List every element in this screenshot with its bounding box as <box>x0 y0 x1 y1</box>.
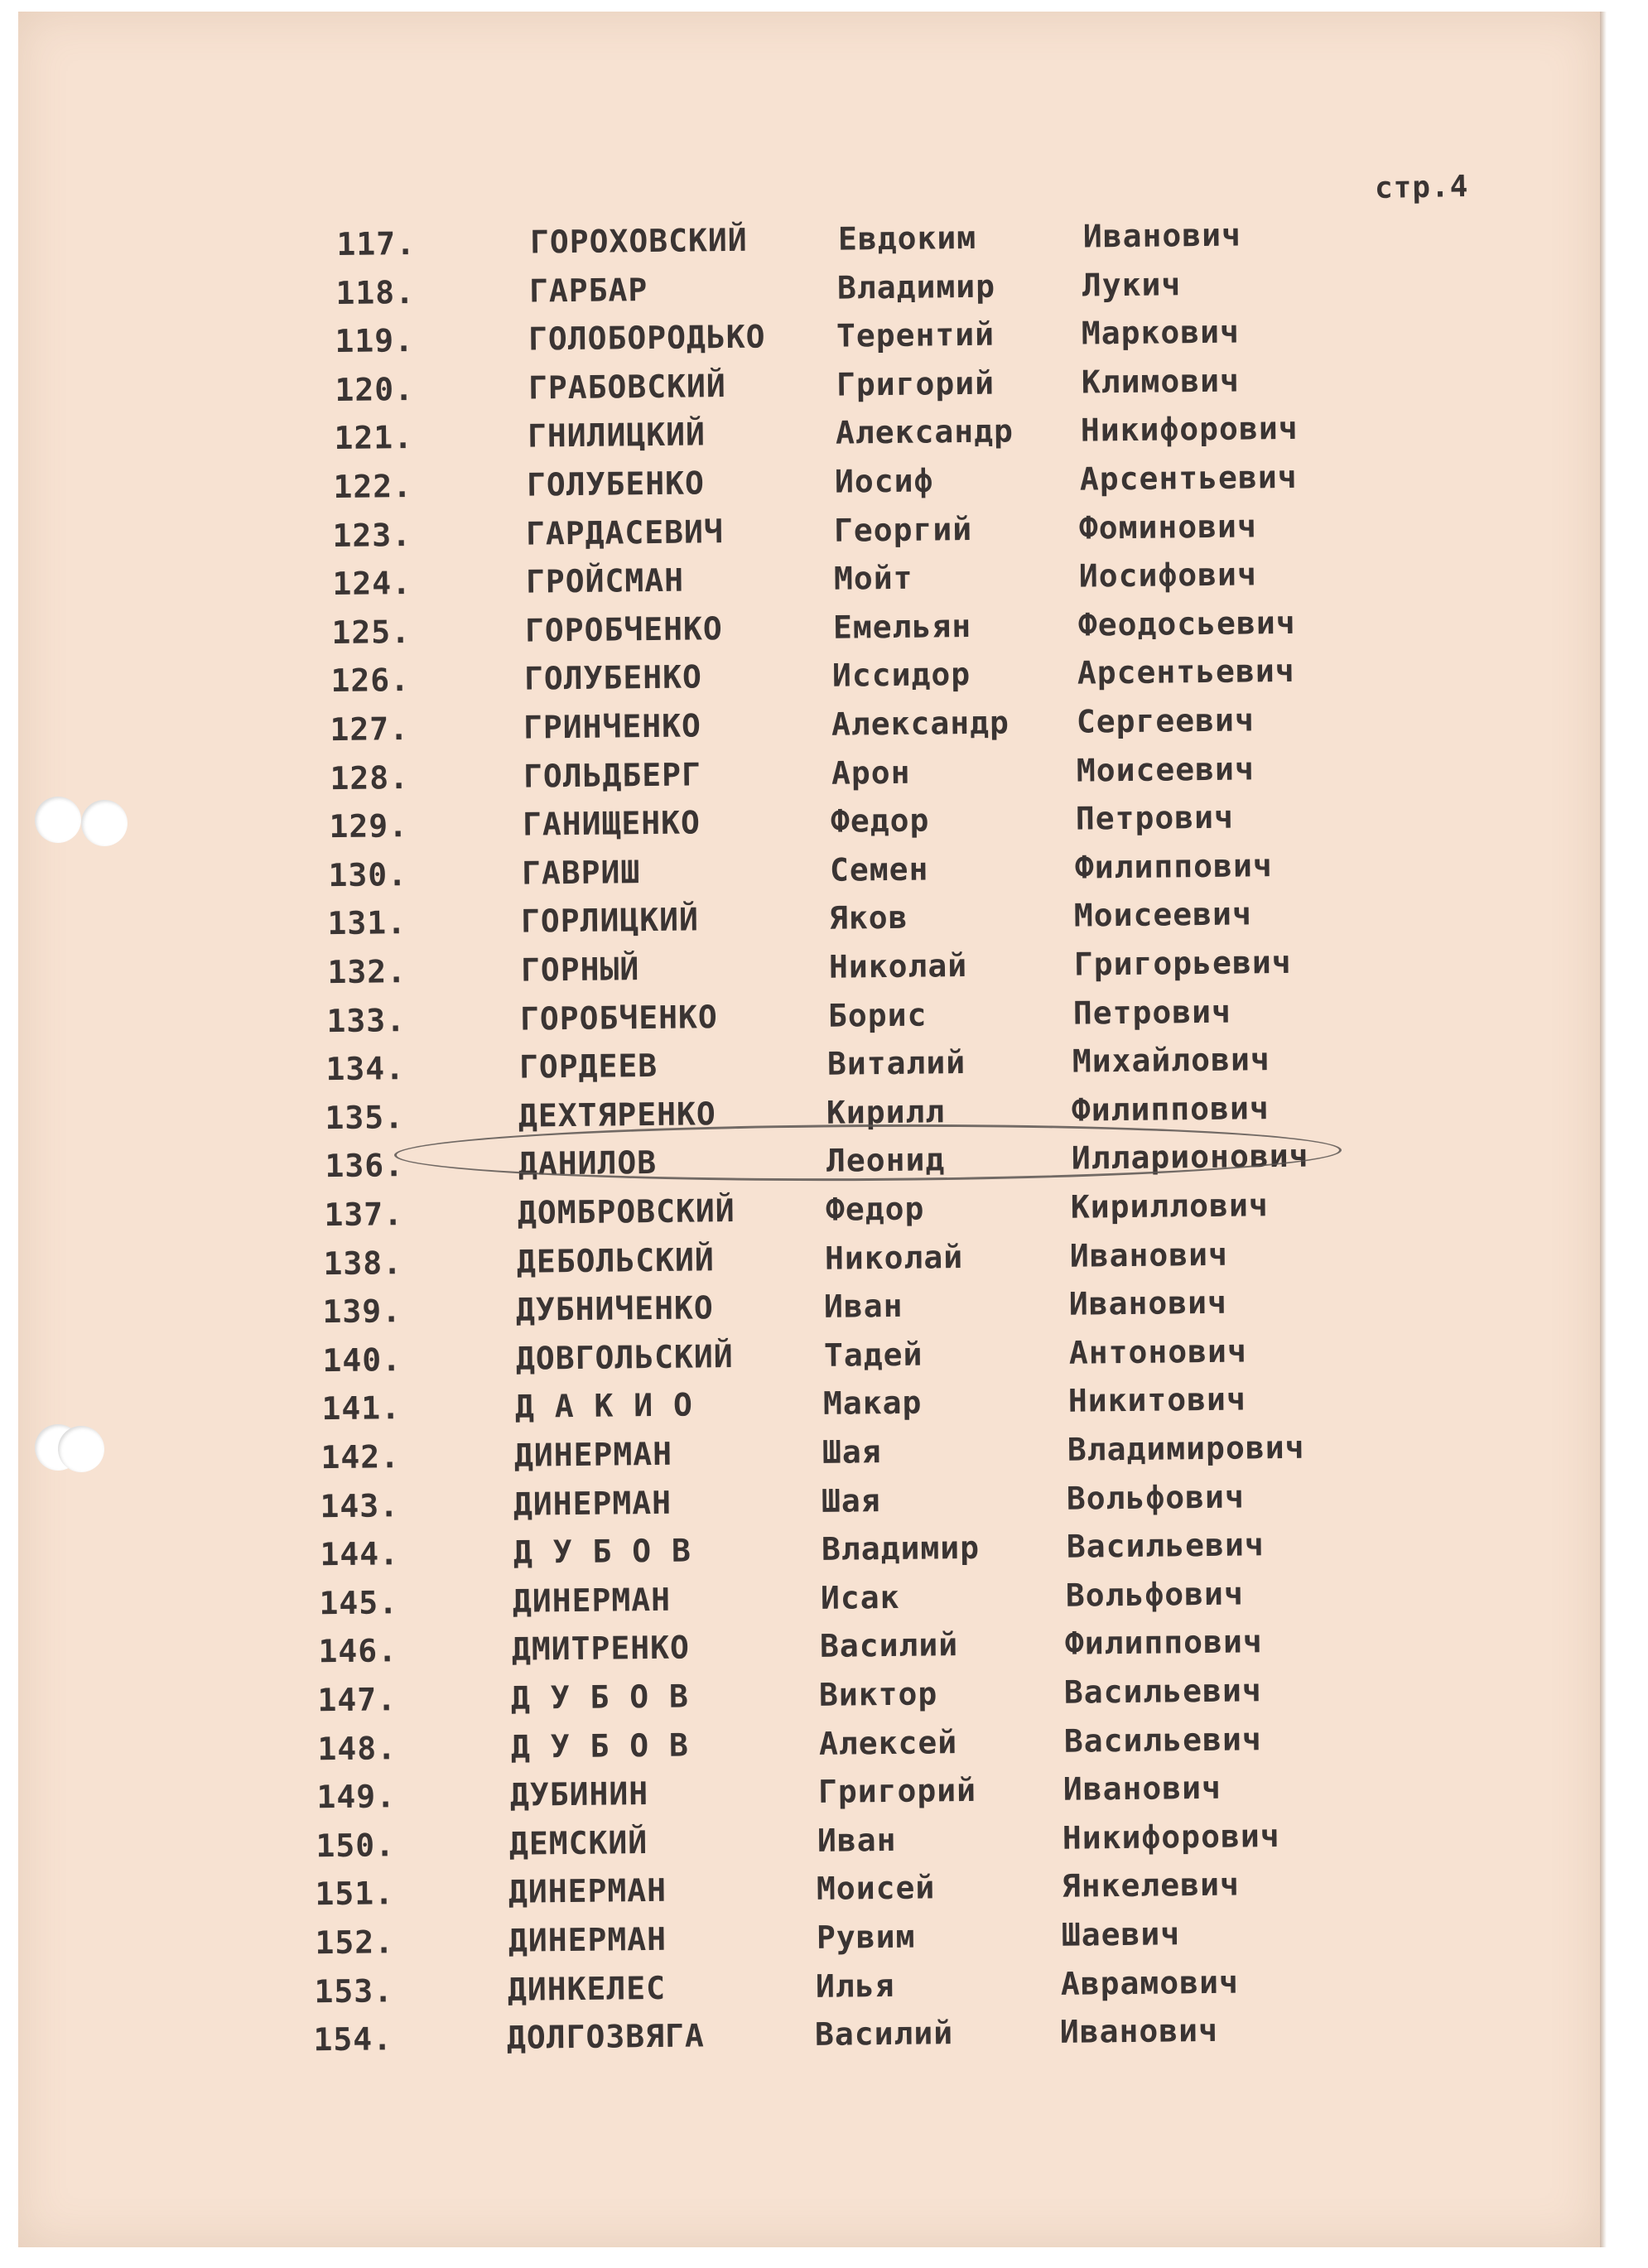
entry-patronymic: Васильевич <box>1066 1526 1265 1565</box>
entry-patronymic: Иванович <box>1068 1283 1228 1322</box>
entry-patronymic: Петрович <box>1072 993 1232 1032</box>
entry-surname: Д У Б О В <box>513 1532 692 1571</box>
entry-number: 144. <box>320 1535 400 1573</box>
entry-first-name: Николай <box>824 1238 964 1277</box>
entry-number: 126. <box>330 662 411 700</box>
entry-first-name: Федор <box>825 1190 925 1228</box>
entry-first-name: Владимир <box>836 267 996 306</box>
entry-first-name: Иосиф <box>834 462 934 500</box>
entry-first-name: Николай <box>828 947 968 985</box>
entry-number: 131. <box>327 904 407 942</box>
entry-surname: ГРИНЧЕНКО <box>523 707 702 746</box>
entry-number: 120. <box>335 370 415 408</box>
entry-patronymic: Петрович <box>1075 798 1235 837</box>
entry-first-name: Шая <box>822 1433 882 1471</box>
entry-patronymic: Моисеевич <box>1073 895 1253 935</box>
entry-patronymic: Арсентьевич <box>1079 458 1298 498</box>
entry-patronymic: Иосифович <box>1078 556 1258 595</box>
entry-first-name: Яков <box>828 899 908 937</box>
entry-patronymic: Фоминович <box>1078 507 1258 547</box>
entry-number: 153. <box>314 1972 394 2010</box>
entry-surname: ГОРОБЧЕНКО <box>519 998 718 1038</box>
entry-first-name: Семен <box>829 850 929 888</box>
entry-number: 139. <box>322 1293 402 1331</box>
entry-first-name: Григорий <box>836 364 995 403</box>
entry-number: 154. <box>313 2020 393 2059</box>
entry-number: 117. <box>336 224 417 262</box>
entry-patronymic: Моисеевич <box>1076 749 1255 789</box>
entry-number: 119. <box>335 322 415 360</box>
entry-patronymic: Янкелевич <box>1061 1866 1241 1905</box>
entry-patronymic: Вольфович <box>1066 1478 1246 1517</box>
entry-first-name: Иван <box>817 1821 897 1859</box>
entry-surname: ДЕМСКИЙ <box>508 1823 648 1862</box>
entry-first-name: Иссидор <box>831 656 971 695</box>
entry-number: 151. <box>315 1875 395 1913</box>
entry-patronymic: Михайлович <box>1072 1041 1270 1080</box>
entry-number: 135. <box>325 1098 405 1136</box>
entry-patronymic: Иванович <box>1069 1235 1229 1274</box>
entry-patronymic: Иванович <box>1063 1769 1222 1808</box>
entry-surname: ДИНЕРМАН <box>508 1872 667 1911</box>
entry-number: 124. <box>332 565 412 603</box>
entry-patronymic: Шаевич <box>1061 1915 1181 1953</box>
entry-surname: ДОВГОЛЬСКИЙ <box>515 1337 734 1377</box>
entry-surname: ДЕБОЛЬСКИЙ <box>516 1240 715 1280</box>
entry-patronymic: Иванович <box>1082 216 1242 255</box>
entry-first-name: Владимир <box>821 1529 981 1568</box>
entry-first-name: Виктор <box>818 1675 938 1713</box>
entry-number: 137. <box>324 1196 404 1234</box>
entry-first-name: Иван <box>823 1288 904 1326</box>
entry-first-name: Емельян <box>832 607 972 646</box>
entry-patronymic: Кириллович <box>1070 1187 1269 1225</box>
entry-number: 145. <box>319 1583 399 1621</box>
entry-patronymic: Никифорович <box>1062 1817 1280 1856</box>
entry-first-name: Арон <box>831 754 911 792</box>
entry-patronymic: Григорьевич <box>1073 943 1292 983</box>
entry-first-name: Василий <box>819 1626 959 1665</box>
entry-patronymic: Маркович <box>1081 313 1241 352</box>
entry-first-name: Илья <box>815 1967 895 2005</box>
entry-number: 142. <box>320 1438 401 1476</box>
entry-number: 128. <box>330 758 410 797</box>
entry-patronymic: Васильевич <box>1063 1720 1262 1760</box>
entry-patronymic: Владимирович <box>1067 1428 1305 1468</box>
entry-surname: ГОРДЕЕВ <box>518 1047 658 1086</box>
entry-first-name: Василий <box>814 2015 954 2054</box>
entry-number: 127. <box>330 710 410 749</box>
entry-patronymic: Аврамович <box>1060 1963 1240 2002</box>
entry-number: 121. <box>334 419 414 457</box>
entry-surname: ДОМБРОВСКИЙ <box>517 1192 735 1231</box>
entry-first-name: Макар <box>822 1384 923 1423</box>
entry-surname: ДИНЕРМАН <box>513 1484 672 1523</box>
entry-first-name: Терентий <box>836 315 995 354</box>
entry-first-name: Тадей <box>823 1336 923 1374</box>
entry-first-name: Александр <box>831 704 1010 743</box>
entry-number: 123. <box>332 516 412 554</box>
entry-surname: ГНИЛИЦКИЙ <box>527 416 706 455</box>
entry-first-name: Шая <box>821 1481 881 1519</box>
entry-surname: ГРАБОВСКИЙ <box>528 367 726 407</box>
entry-number: 132. <box>327 953 407 991</box>
entry-number: 129. <box>329 807 409 845</box>
entry-first-name: Алексей <box>818 1723 958 1762</box>
entry-number: 143. <box>320 1486 400 1524</box>
entry-surname: ГОРЛИЦКИЙ <box>520 901 700 941</box>
entry-number: 138. <box>323 1244 403 1282</box>
entry-first-name: Рувим <box>816 1918 916 1956</box>
entry-first-name: Исак <box>820 1578 900 1616</box>
entry-patronymic: Лукич <box>1082 265 1182 304</box>
entry-surname: ДУБИНИН <box>509 1775 649 1813</box>
page-number: стр.4 <box>1374 170 1469 205</box>
entry-number: 147. <box>317 1681 398 1719</box>
entry-first-name: Георгий <box>833 510 973 549</box>
entry-patronymic: Климович <box>1081 362 1241 401</box>
entry-surname: ГОРНЫЙ <box>520 951 640 989</box>
entry-number: 125. <box>331 613 412 651</box>
entry-patronymic: Вольфович <box>1065 1575 1245 1614</box>
entry-surname: ДМИТРЕНКО <box>511 1629 691 1668</box>
entry-patronymic: Никитович <box>1067 1380 1247 1420</box>
entry-number: 141. <box>321 1389 402 1428</box>
entry-first-name: Моисей <box>816 1869 936 1908</box>
entry-surname: ДИНКЕЛЕС <box>507 1969 667 2008</box>
entry-surname: ДИНЕРМАН <box>508 1920 667 1959</box>
entry-number: 149. <box>316 1778 397 1816</box>
entry-surname: ГОЛЬДБЕРГ <box>523 755 702 795</box>
entry-number: 140. <box>322 1341 402 1379</box>
entry-patronymic: Филиппович <box>1071 1089 1270 1129</box>
entry-patronymic: Илларионович <box>1071 1138 1309 1177</box>
entry-surname: ГОЛУБЕНКО <box>526 465 706 503</box>
entry-number: 134. <box>325 1050 406 1088</box>
entry-number: 122. <box>333 468 413 506</box>
entry-first-name: Леонид <box>826 1141 946 1180</box>
entry-patronymic: Сергеевич <box>1076 701 1255 740</box>
entry-patronymic: Арсентьевич <box>1077 652 1295 692</box>
entry-first-name: Евдоким <box>837 219 977 258</box>
entry-surname: ГОЛУБЕНКО <box>523 658 703 697</box>
entry-surname: ГОЛОБОРОДЬКО <box>528 318 766 358</box>
entry-patronymic: Филиппович <box>1074 846 1273 886</box>
entry-surname: ДИНЕРМАН <box>512 1581 672 1620</box>
entry-number: 130. <box>328 855 408 893</box>
entry-surname: ГАВРИШ <box>521 853 641 892</box>
entry-patronymic: Филиппович <box>1064 1623 1263 1663</box>
entry-patronymic: Никифорович <box>1080 410 1299 449</box>
entry-first-name: Виталий <box>826 1044 966 1082</box>
entry-number: 118. <box>335 273 416 311</box>
entry-surname: ДИНЕРМАН <box>513 1435 673 1474</box>
entry-number: 136. <box>325 1147 405 1185</box>
entry-surname: ГАРБАР <box>528 271 648 310</box>
entry-first-name: Александр <box>835 412 1014 452</box>
entry-first-name: Федор <box>830 802 930 840</box>
entry-surname: Д У Б О В <box>510 1726 690 1765</box>
entry-surname: ДУБНИЧЕНКО <box>515 1289 714 1328</box>
entry-surname: ГАРДАСЕВИЧ <box>525 513 724 552</box>
entry-first-name: Мойт <box>833 559 913 597</box>
entry-patronymic: Феодосьевич <box>1077 604 1296 643</box>
entry-first-name: Кирилл <box>826 1093 946 1131</box>
entry-surname: ГРОЙСМАН <box>525 561 685 600</box>
entry-number: 133. <box>326 1001 407 1039</box>
entry-first-name: Григорий <box>817 1772 977 1811</box>
entry-patronymic: Васильевич <box>1063 1672 1262 1711</box>
entry-patronymic: Иванович <box>1059 2012 1219 2051</box>
entry-surname: ДЕХТЯРЕНКО <box>518 1095 716 1134</box>
entry-number: 146. <box>318 1632 398 1670</box>
entry-number: 148. <box>317 1729 398 1767</box>
entry-first-name: Борис <box>827 996 928 1034</box>
entry-surname: ДАНИЛОВ <box>518 1144 658 1183</box>
entry-number: 150. <box>316 1827 396 1865</box>
entry-surname: Д А К И О <box>514 1386 694 1426</box>
entry-number: 152. <box>315 1924 395 1962</box>
entry-surname: ГОРОБЧЕНКО <box>524 609 723 649</box>
entry-surname: ГОРОХОВСКИЙ <box>529 221 748 261</box>
entry-surname: ГАНИЩЕНКО <box>522 804 701 843</box>
entry-patronymic: Антонович <box>1068 1332 1248 1371</box>
entry-surname: ДОЛГОЗВЯГА <box>506 2017 705 2057</box>
entry-surname: Д У Б О В <box>510 1678 690 1717</box>
